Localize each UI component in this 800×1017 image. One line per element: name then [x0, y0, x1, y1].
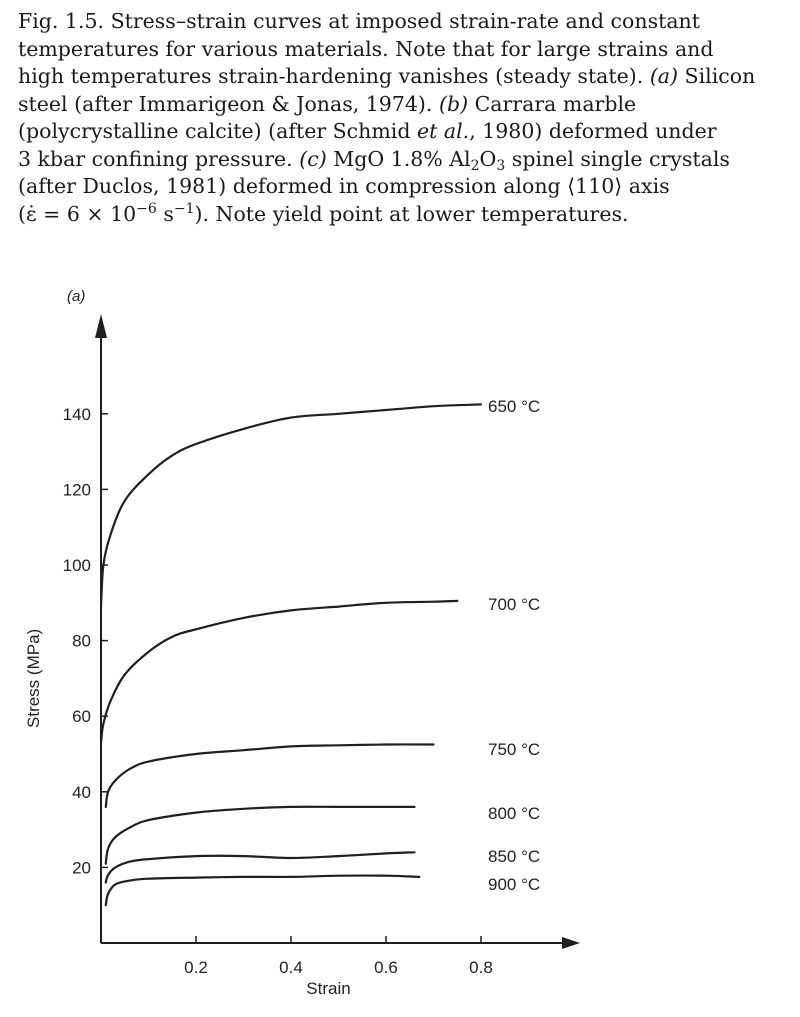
series-line [101, 404, 481, 606]
figure-caption [18, 8, 793, 228]
x-tick-label: 0.6 [374, 958, 398, 977]
series-label: 900 °C [488, 875, 541, 894]
series-line [106, 744, 434, 806]
y-axis-arrow [95, 314, 107, 338]
caption-line-7: (after Duclos, 1981) deformed in compression along ⟨110⟩ axis [18, 174, 670, 198]
series-line [101, 601, 457, 743]
y-axis-title: Stress (MPa) [24, 628, 43, 728]
chart-series [101, 404, 481, 905]
caption-line-5: (polycrystalline calcite) (after Schmid et al., 1980) deformed under [18, 119, 717, 143]
y-tick-label: 140 [62, 404, 91, 424]
y-tick-label: 60 [72, 707, 91, 727]
stress-strain-chart [0, 270, 800, 1017]
x-axis-title: Strain [306, 979, 351, 998]
caption-tag-c: (c) [299, 146, 327, 171]
series-label: 800 °C [488, 804, 541, 823]
caption-line-3: high temperatures strain-hardening vanishes (steady state). (a) Silicon [18, 64, 756, 88]
caption-tag-a: (a) [649, 64, 679, 88]
y-tick-label: 20 [72, 858, 91, 878]
caption-line-1: Fig. 1.5. Stress–strain curves at imposed strain-rate and constant [18, 9, 700, 33]
caption-etal: et al. [417, 119, 470, 143]
caption-line-6: 3 kbar confining pressure. (c) MgO 1.8% $Al_2O_3$ spinel single crystals [18, 146, 730, 174]
series-label: 700 °C [488, 595, 541, 614]
chart-ticks [63, 405, 493, 977]
caption-line-2: temperatures for various materials. Note that for large strains and [18, 36, 714, 61]
x-tick-label: 0.4 [279, 958, 303, 977]
y-tick-label: 40 [72, 782, 91, 802]
caption-tag-b: (b) [438, 91, 469, 116]
series-label: 750 °C [488, 740, 541, 759]
series-label: 650 °C [488, 397, 541, 416]
x-tick-label: 0.8 [469, 958, 493, 977]
series-line [106, 876, 420, 906]
caption-line-8: (ε̇ = $6 \times 10^{-6}$ $s^{-1}$). Note yield point at lower temperatures. [18, 200, 629, 226]
caption-line-4: steel (after Immarigeon & Jonas, 1974). (b) Carrara marble [18, 91, 637, 116]
y-tick-label: 120 [62, 480, 91, 500]
x-tick-label: 0.2 [184, 958, 208, 977]
y-tick-label: 80 [72, 631, 91, 651]
x-axis-arrow [562, 937, 580, 949]
panel-label: (a) [67, 288, 86, 305]
y-tick-label: 100 [62, 556, 91, 575]
caption-prefix: Fig. 1.5. [18, 9, 105, 33]
series-label: 850 °C [488, 847, 541, 866]
